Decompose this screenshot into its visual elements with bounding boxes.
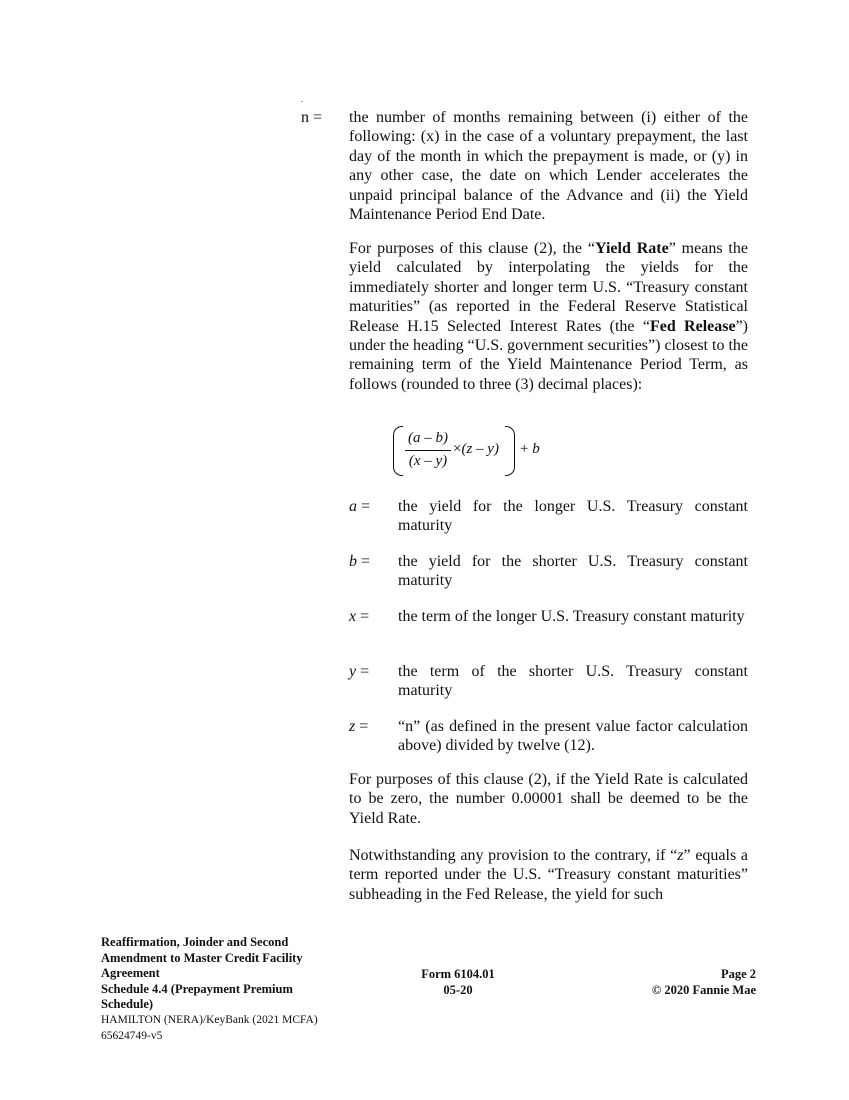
n-definition-text: the number of months remaining between (i) either of the following: (x) in the case of a voluntary prepayment, the last day of the month in which the prepayment is made, or (y) in any other case, the date on which Lender accelerates the unpaid principal balance of the Advance and (ii) the Yield Maintenance Period End Date. [349,109,748,224]
plus-sign: + [520,441,529,457]
left-paren [393,426,403,476]
n-definition-label: n = [301,109,323,126]
var-y-definition: the term of the shorter U.S. Treasury constant maturity [398,663,748,700]
copyright: © 2020 Fannie Mae [651,982,756,997]
yield-text-2: ” means the yield calculated by interpolating the yields for the immediately shorter and longer term U.S. “Treasury constant maturities” (as reported in the Federal Reserve Statistical Release H.15 Selected Interest Rates (the “ [349,240,748,335]
z-variable: z [677,847,684,864]
var-a-definition: the yield for the longer U.S. Treasury constant maturity [398,498,748,535]
form-number: Form 6104.01 [421,967,495,981]
var-z-definition: “n” (as defined in the present value factor calculation above) divided by twelve (12). [398,718,748,755]
formula-middle [453,441,499,458]
var-b-label: b = [349,553,371,570]
var-z-label: z = [349,718,369,735]
yield-text-1: For purposes of this clause (2), the “ [349,240,595,257]
fed-release-term: Fed Release [649,317,736,335]
yield-rate-paragraph [349,239,748,394]
var-a-label: a = [349,498,371,515]
var-x-label: x = [349,608,370,625]
page-number: Page 2 [720,967,756,981]
times-sign: × [453,441,462,457]
right-paren [505,426,515,476]
yield-rate-term: Yield Rate [594,240,669,257]
formula-middle-term: (z – y) [461,441,499,457]
stray-dot: . [301,95,303,104]
var-b-definition: the yield for the shorter U.S. Treasury constant maturity [398,553,748,590]
zero-yield-paragraph: For purposes of this clause (2), if the Yield Rate is calculated to be zero, the number 0.00001 shall be deemed to be the Yield Rate. [349,771,748,827]
footer-page-info [556,967,756,998]
formula-last-term: b [532,441,540,457]
formula-denominator: (x – y) [408,453,448,469]
footer-doc-number: 65624749-v5 [101,1029,163,1042]
var-y-label: y = [349,663,370,680]
var-x-definition: the term of the longer U.S. Treasury constant maturity [398,608,745,625]
formula-numerator: (a – b) [408,430,448,446]
footer-matter-id: HAMILTON (NERA)/KeyBank (2021 MCFA) [101,1013,318,1026]
form-date: 05-20 [443,982,473,997]
fraction-bar [405,450,451,451]
formula-tail [520,441,540,458]
yield-formula [393,426,563,476]
notwithstanding-paragraph: Notwithstanding any provision to the contrary, if “z” equals a term reported under the U.S. “Treasury constant maturities” subheading in the Fed Release, the yield for such [349,847,749,903]
yield-text-3: ”) under the heading “U.S. government securities”) closest to the remaining term of the Yield Maintenance Period Term, as follows (rounded to three (3) decimal places): [349,317,749,393]
footer-document-title: Reaffirmation, Joinder and Second Amendment to Master Credit Facility Agreement Schedule 4.4 (Prepayment Premium Schedule) HAMILTON (NERA)/KeyBank (2021 MCFA) 65624749-v5 [101,935,341,1044]
footer-form-info [400,967,516,998]
